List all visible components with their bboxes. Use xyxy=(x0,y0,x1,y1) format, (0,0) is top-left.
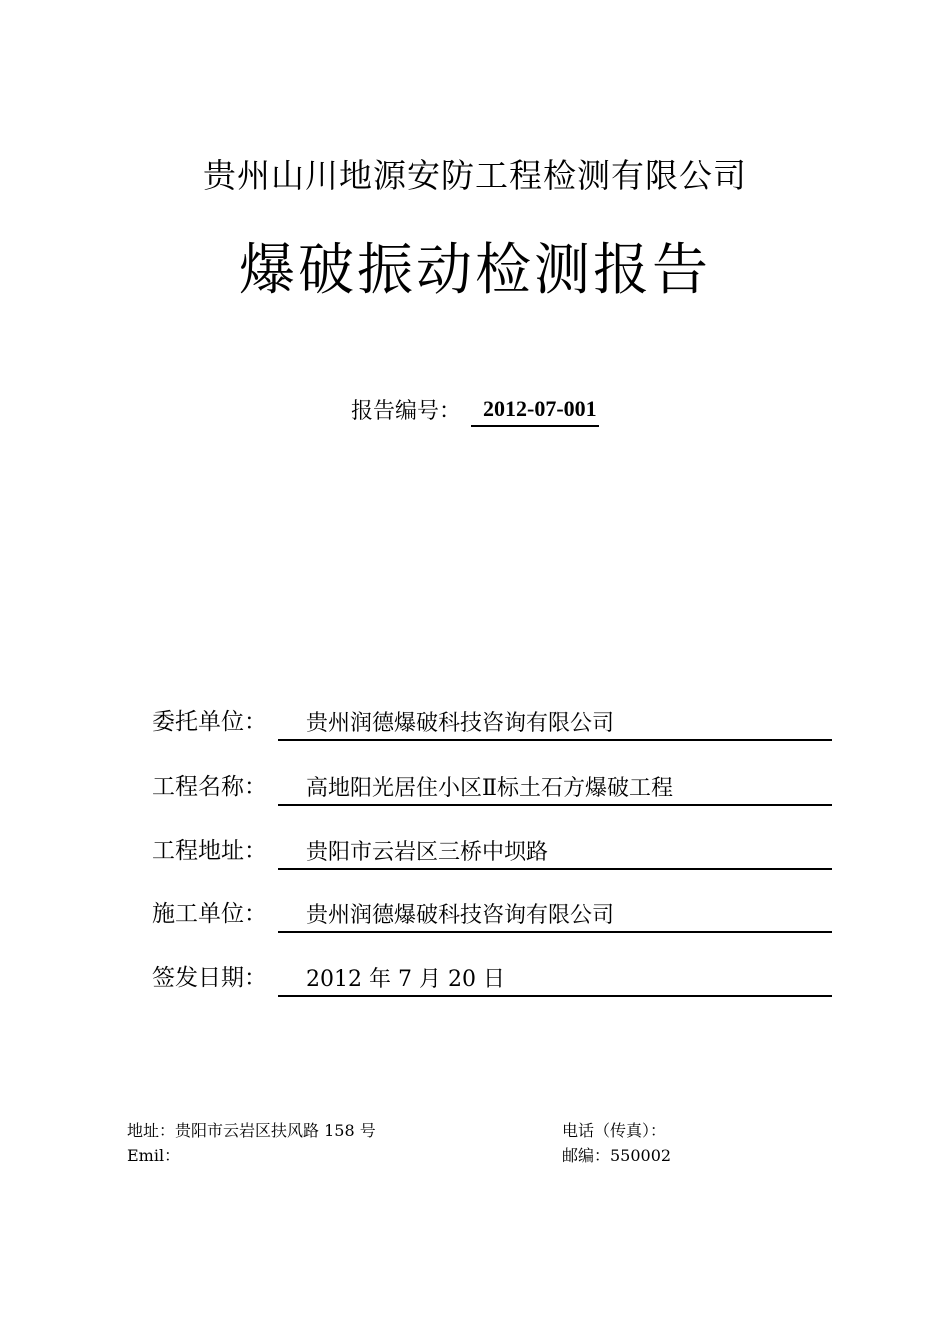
info-row-client xyxy=(152,707,832,741)
company-name: 贵州山川地源安防工程检测有限公司 xyxy=(203,156,747,195)
project-name-value: 高地阳光居住小区Ⅱ标土石方爆破工程 xyxy=(278,774,832,806)
project-address-label: 工程地址： xyxy=(152,838,267,864)
footer-postal-code: 邮编：550002 xyxy=(562,1146,672,1165)
info-row-project-address xyxy=(152,836,832,870)
issue-date-value: 2012 年 7 月 20 日 xyxy=(278,965,832,997)
project-name-label: 工程名称： xyxy=(152,774,267,800)
footer-phone: 电话（传真）： xyxy=(562,1121,667,1140)
info-row-issue-date xyxy=(152,963,832,997)
contractor-value: 贵州润德爆破科技咨询有限公司 xyxy=(278,901,832,933)
footer-email: Emil： xyxy=(127,1146,181,1165)
footer-address: 地址：贵阳市云岩区扶风路 158 号 xyxy=(127,1121,376,1140)
report-number-label: 报告编号： xyxy=(351,399,462,424)
info-row-project-name xyxy=(152,772,832,806)
project-address-value: 贵阳市云岩区三桥中坝路 xyxy=(278,838,832,870)
contractor-label: 施工单位： xyxy=(152,901,267,927)
report-number-value: 2012-07-001 xyxy=(471,395,599,427)
issue-date-label: 签发日期： xyxy=(152,965,267,991)
client-value: 贵州润德爆破科技咨询有限公司 xyxy=(278,709,832,741)
info-row-contractor xyxy=(152,899,832,933)
report-number xyxy=(351,395,599,427)
client-label: 委托单位： xyxy=(152,709,267,735)
report-title: 爆破振动检测报告 xyxy=(239,238,711,303)
